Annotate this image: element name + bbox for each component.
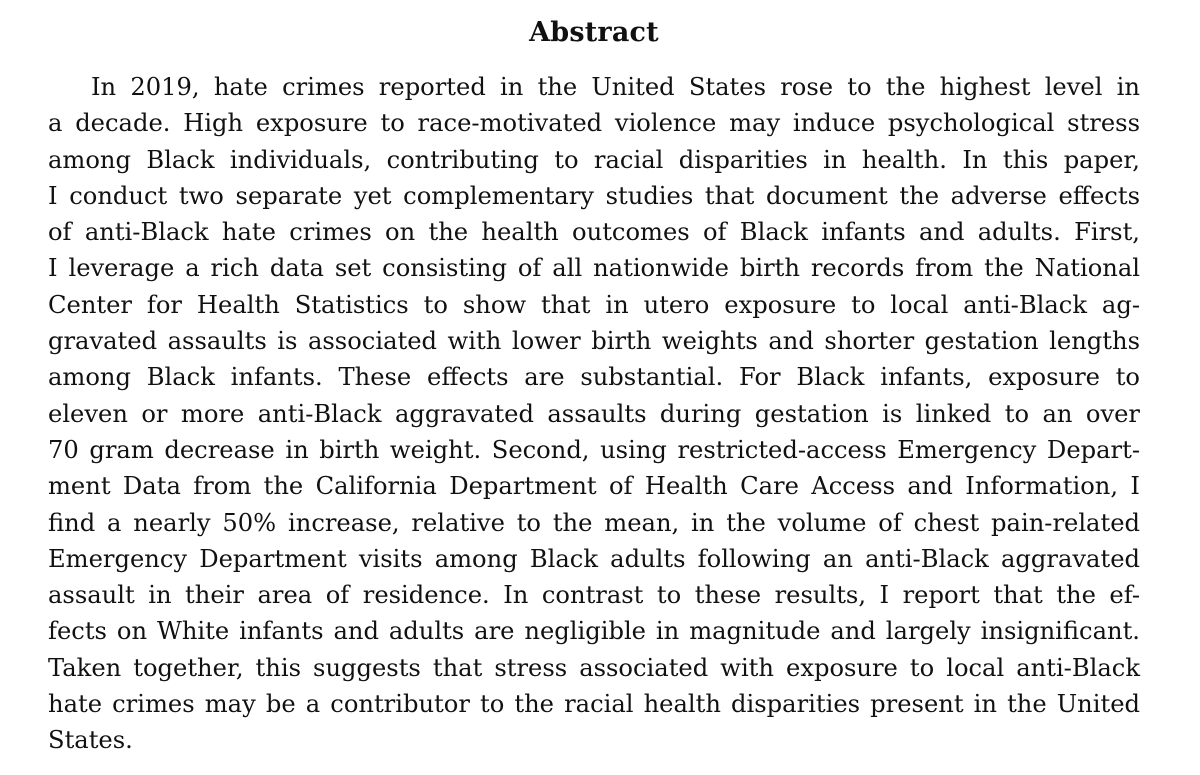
abstract-line: States. bbox=[48, 726, 133, 755]
abstract-line: a decade. High exposure to race-motivated violence may induce psychological stress bbox=[48, 109, 1140, 138]
abstract-line: among Black infants. These effects are substantial. For Black infants, exposure to bbox=[48, 363, 1140, 392]
abstract-line: Taken together, this suggests that stress associated with exposure to local anti-Black bbox=[48, 653, 1140, 682]
abstract-heading: Abstract bbox=[529, 17, 659, 48]
abstract-line: assault in their area of residence. In contrast to these results, I report that the ef- bbox=[48, 581, 1140, 610]
abstract-line: eleven or more anti-Black aggravated assaults during gestation is linked to an over bbox=[48, 399, 1140, 428]
abstract-line: ment Data from the California Department of Health Care Access and Information, I bbox=[48, 472, 1140, 501]
abstract-paragraph bbox=[48, 69, 1140, 759]
abstract-line: fects on White infants and adults are negligible in magnitude and largely insignificant. bbox=[48, 617, 1140, 646]
abstract-line: I conduct two separate yet complementary studies that document the adverse effects bbox=[48, 181, 1140, 210]
abstract-line: In 2019, hate crimes reported in the United States rose to the highest level in bbox=[91, 73, 1140, 101]
abstract-line: gravated assaults is associated with lower birth weights and shorter gestation lengths bbox=[48, 327, 1140, 356]
abstract-line: 70 gram decrease in birth weight. Second, using restricted-access Emergency Depart- bbox=[48, 435, 1140, 464]
abstract-line: among Black individuals, contributing to racial disparities in health. In this paper, bbox=[48, 145, 1140, 174]
abstract-line: of anti-Black hate crimes on the health outcomes of Black infants and adults. First, bbox=[48, 218, 1140, 247]
abstract-line: I leverage a rich data set consisting of all nationwide birth records from the National bbox=[48, 254, 1140, 283]
abstract-line: find a nearly 50% increase, relative to the mean, in the volume of chest pain-related bbox=[48, 508, 1140, 537]
abstract-line: hate crimes may be a contributor to the racial health disparities present in the United bbox=[48, 690, 1140, 719]
abstract-line: Center for Health Statistics to show that in utero exposure to local anti-Black ag- bbox=[48, 290, 1140, 319]
abstract-line: Emergency Department visits among Black adults following an anti-Black aggravated bbox=[48, 544, 1140, 573]
